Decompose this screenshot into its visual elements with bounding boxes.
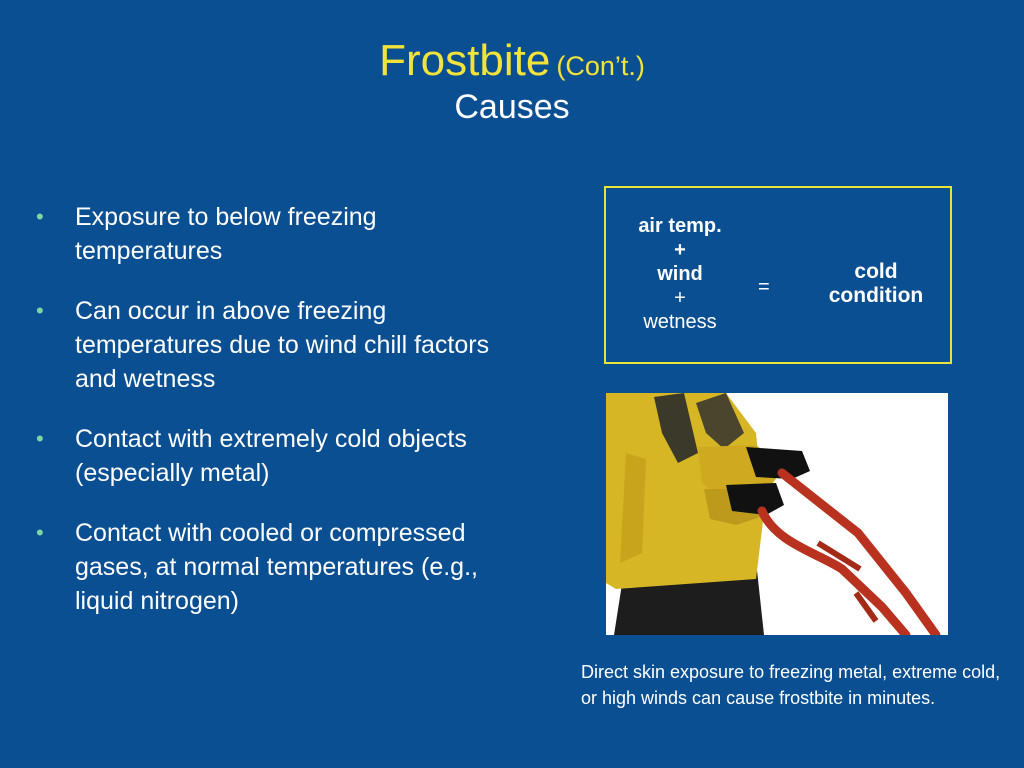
bullet-item [36,294,526,396]
bullet-text: Contact with extremely cold objects (especially metal) [75,425,467,487]
formula-air-temp: air temp. [638,215,722,237]
title-block [0,36,1024,127]
bullet-text: Can occur in above freezing temperatures due to wind chill factors and wetness [75,297,490,393]
formula-terms [606,214,754,334]
formula-result: cold condition [828,260,924,307]
bullet-text: Contact with cooled or compressed gases, at normal temperatures (e.g., liquid nitrogen) [75,519,478,615]
title-line [0,36,1024,86]
formula-plus-1: + [674,239,686,261]
glove-lower [726,483,784,515]
bullet-marker: • [36,298,44,323]
slide-title-suffix: (Con’t.) [556,51,645,81]
slide-subtitle: Causes [454,88,570,126]
bullet-marker: • [36,520,44,545]
bullet-marker: • [36,204,44,229]
slide-title: Frostbite [379,36,551,85]
formula-equals: = [758,276,770,298]
bullet-marker: • [36,426,44,451]
worker-illustration [606,393,948,635]
formula-wetness: wetness [643,311,717,333]
bullet-item [36,516,526,618]
formula-wind: wind [657,263,703,285]
formula-box [604,186,952,364]
worker-photo [606,393,948,635]
formula-plus-2: + [674,287,686,309]
bullet-list [36,200,526,644]
photo-caption: Direct skin exposure to freezing metal, extreme cold, or high winds can cause frostbite in minutes. [581,662,1001,708]
bullet-item [36,422,526,490]
bullet-item [36,200,526,268]
bullet-text: Exposure to below freezing temperatures [75,203,377,265]
